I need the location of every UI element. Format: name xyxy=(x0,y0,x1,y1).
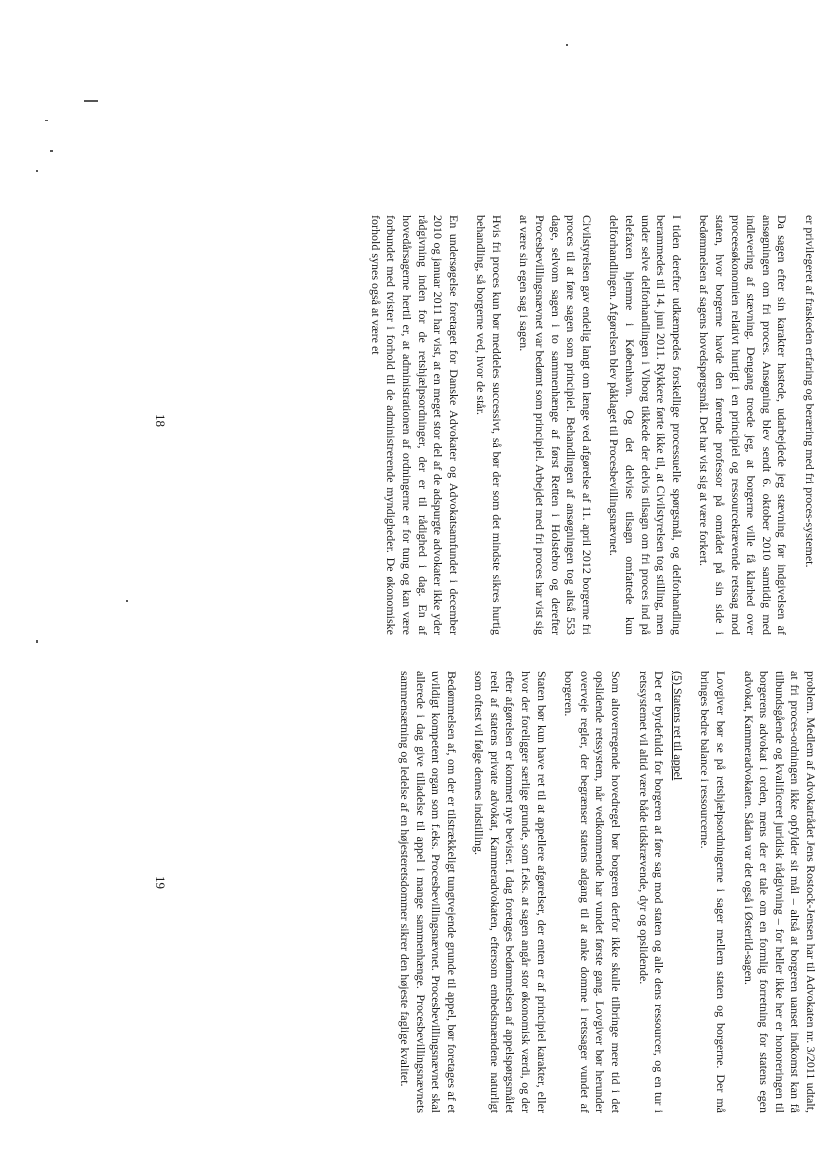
paragraph: I tiden derefter udkæmpedes forskellige processuelle spørgsmål, og delforhandling berammedes til 14. juni 2011. Rykkere førte ikke til, at Civilstyrelsen tog stilling, men under selve delforhandlingen i Viborg tikkede der delvis tilsagn om fri proces ind på telefaxen hjemme i København. Og det delvise tilsagn omfattede kun delforhandlingen. Afgørelsen blev påklaget til Procesbevillingsnævnet. xyxy=(607,215,684,635)
left-page-text xyxy=(355,215,817,635)
scan-speck xyxy=(45,120,48,121)
paragraph: Civilstyrelsen gav endelig langt om længe ved afgørelse af 11. april 2012 borgerne fri proces til at føre sagen som principiel. Behandlingen af ansøgningen tog altså 553 dage, selvom sagen i to sammenhænge af først Retten i Holstebro og derefter Procesbevillingsnævnet var bedømt som principiel. Arbejdet med fri proces har vist sig at være sin egen sag i sagen. xyxy=(517,215,594,635)
paragraph: En undersøgelse foretaget for Danske Advokater og Advokatsamfundet i december 2010 og januar 2011 har vist, at en meget stor del af de adspurgte advokater ikke yder rådgivning inden for de retshjælpsordninger, der er til rådighed i dag. En af hovedårsagerne hertil er, at administrationen af ordningerne er for tung og kan være forbundet med tvister i forhold til de administrerende myndigheder. De økonomiske forhold synes også at være et xyxy=(368,215,461,635)
paragraph: problem. Medlem af Advokatrådet Jens Rostock-Jensen har til Advokaten nr. 3/2011 udtalt, at fri proces-ordningen ikke opfylder sit mål – altså at borgeren uanset indkomst kan få tilbundsgående og kvalificeret juridisk rådgivning – for heller ikke her er honoreringen til borgerens advokat i orden, mens der er tale om en formlig forretning for statens egen advokat, Kammeradvokaten. Sådan var det også i Østerild-sagen. xyxy=(741,671,818,1113)
paragraph: er privilegeret af fraskeden erfaring og beræring med fri proces-systemet. xyxy=(803,215,817,568)
paragraph: Det er byrdefuldt for borgeren at føre sag mod staten og alle dens ressourcer, og en tur i retssystemet vil altid være både tidskrævende, dyr og opslidende. xyxy=(636,671,667,1113)
scan-speck xyxy=(566,44,568,46)
paragraph: Lovgiver bør se på retshjælpsordningerne i sager mellem staten og borgerne. Der må bringes bedre balance i ressourcerne. xyxy=(698,671,729,1113)
right-page-text xyxy=(384,671,818,1113)
paragraph: Som altoverregende hovedregel bør borgeren derfor ikke skulle tilbringe mere tid i det opslidende retssystem, når vedkommende har vundet første gang. Lovgiver bør herunder overveje regler, der begrænser statens adgang til at anke domme i retssager vundet af borgeren. xyxy=(562,671,624,1113)
paragraph: Da sagen efter sin karakter hastede, udarbejdede jeg stævning før indgivelsen af ansøgningen om fri proces. Ansøgning blev sendt 6. oktober 2010 samtidig med indlevering af stævning. Dengang troede jeg, at borgerne ville få klarhed over proceesøkonomien relativt hurtigt i en principiel og ressourcekrævende retssag mod staten, hvor borgerne havde den førende professor på området på sin side i bedømmelsen af sagens hovedspørgsmål. Det har vist sig at være forkert. xyxy=(697,215,790,635)
paragraph: Hvis fri proces kun bør meddeles successivt, så bør der som det mindste sikres hurtig behandling, så borgerne ved, hvor de står. xyxy=(474,215,504,635)
page-number-right: 19 xyxy=(153,876,168,889)
scan-speck xyxy=(36,170,38,172)
scan-speck xyxy=(126,600,128,602)
scan-speck xyxy=(50,150,53,152)
scan-speck xyxy=(84,100,98,102)
section-heading: (5) Statens ret til appel xyxy=(670,671,685,781)
paragraph: Staten bør kun have ret til at appellere afgørelser, der enten er af principiel karakter, eller hvor der foreligger særlige grunde, som f.eks. at sagen angår stor økonomisk værdi, og der efter afgørelsen er kommet nye beviser. I dag foretages bedømmelsen af appelspørgsmålet reelt af statens private advokat, Kammeradvokaten, eftersom embedsmændene naturligt som oftest vil følge dennes indstilling. xyxy=(472,671,549,1113)
scan-speck xyxy=(36,640,38,643)
page-number-left: 18 xyxy=(153,414,168,427)
paragraph: Bedømmelsen af, om der er tilstrækkeligt tungtvejende grunde til appel, bør foretages af et uvildigt kompetent organ som f.eks. Procesbevillingsnævnet. Procesbevillingsnævnet skal allerede i dag give tilladelse til appel i mange sammenhænge. Procesbevillingsnævnets sammensætning og ledelse af en højesteretsdommer sikrer den højeste faglige kvalitet. xyxy=(397,671,459,1113)
